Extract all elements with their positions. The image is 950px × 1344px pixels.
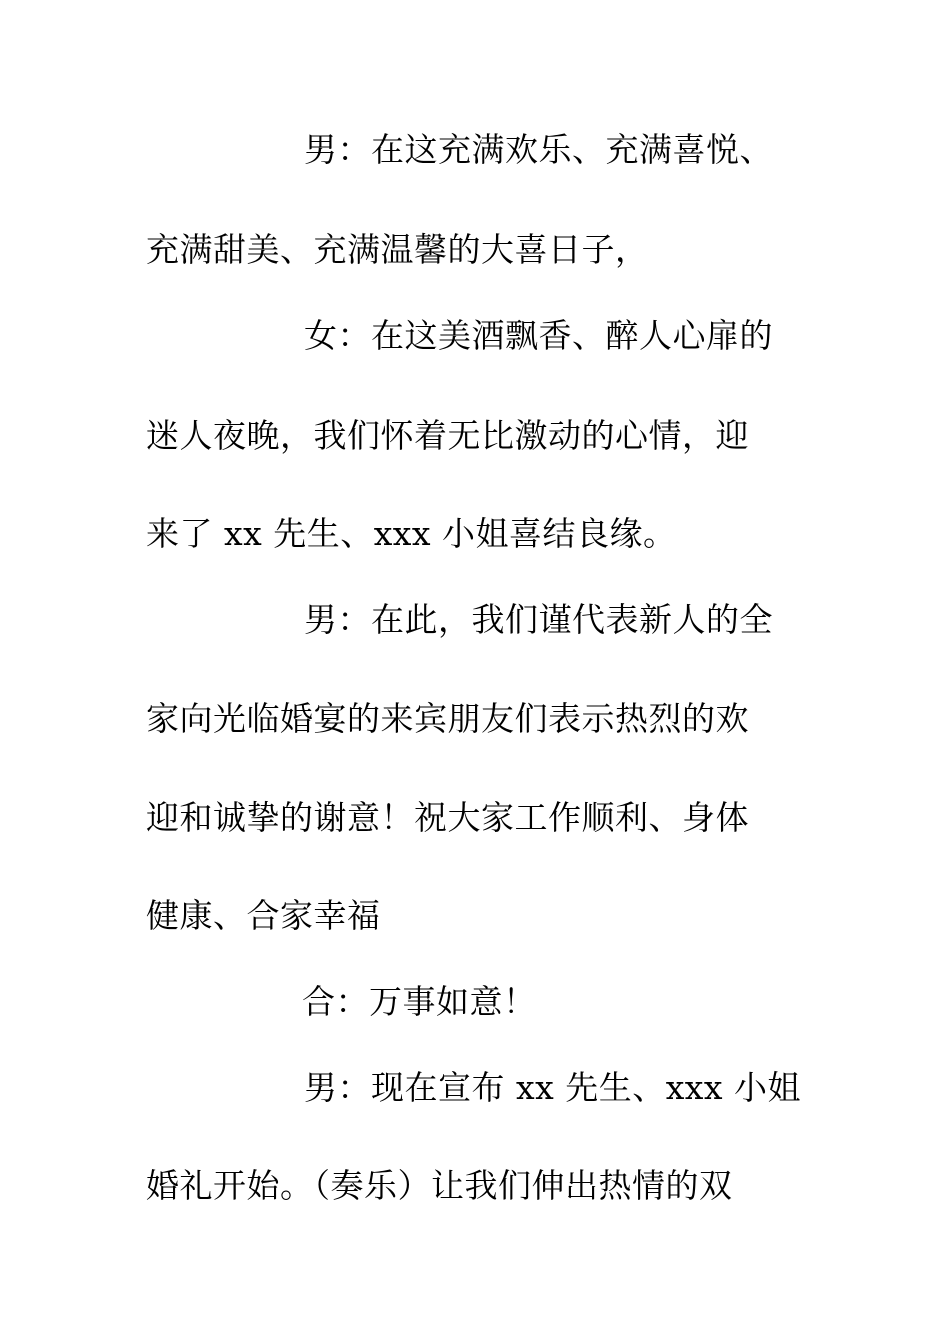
text-line-12: 婚礼开始。（奏乐）让我们伸出热情的双 [146,1166,733,1205]
text-line-8: 迎和诚挚的谢意！祝大家工作顺利、身体 [146,798,749,837]
text-line-10: 合：万事如意！ [302,982,537,1021]
text-line-4: 迷人夜晚，我们怀着无比激动的心情，迎 [146,416,749,455]
text-line-3: 女：在这美酒飘香、醉人心扉的 [304,316,773,355]
text-line-9: 健康、合家幸福 [146,896,381,935]
text-line-2: 充满甜美、充满温馨的大喜日子， [146,230,649,269]
text-line-5: 来了 xx 先生、xxx 小姐喜结良缘。 [146,514,677,553]
text-line-11: 男：现在宣布 xx 先生、xxx 小姐 [304,1068,802,1107]
text-line-7: 家向光临婚宴的来宾朋友们表示热烈的欢 [146,699,749,738]
text-line-1: 男：在这充满欢乐、充满喜悦、 [304,130,773,169]
text-line-6: 男：在此，我们谨代表新人的全 [304,600,773,639]
